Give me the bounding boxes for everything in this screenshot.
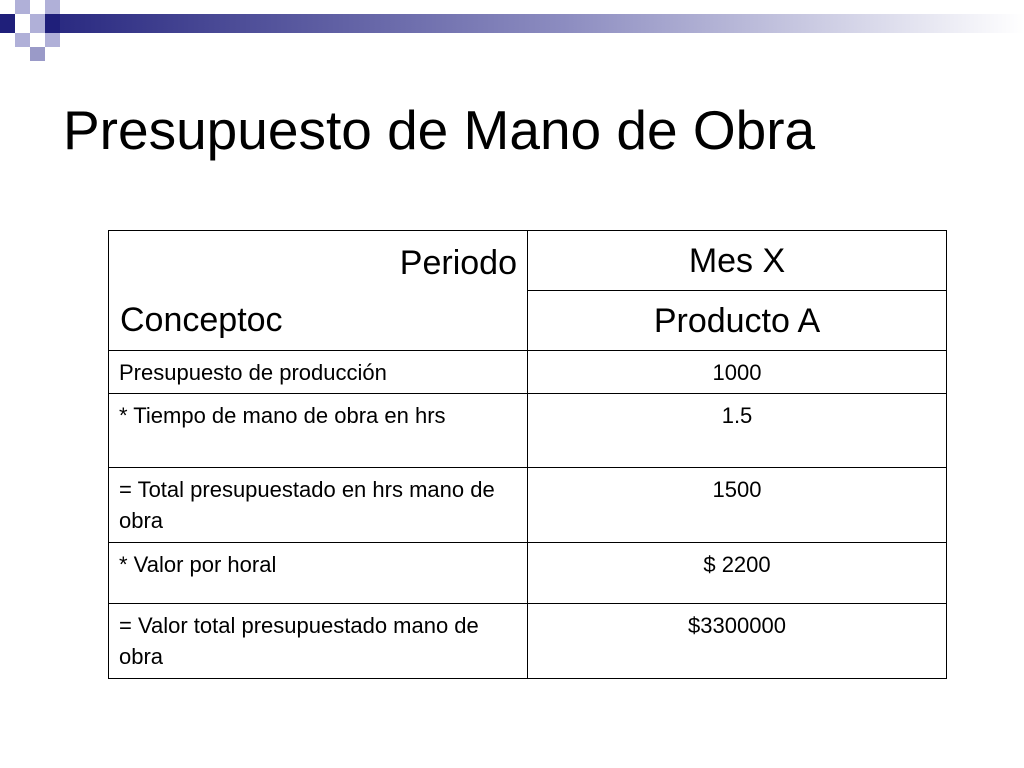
period-label: Periodo — [399, 244, 517, 282]
row-concept: = Total presupuestado en hrs mano de obra — [109, 468, 528, 543]
row-concept: = Valor total presupuestado mano de obra — [109, 604, 528, 679]
header-decoration-graphic — [0, 0, 1024, 64]
row-value: $3300000 — [528, 604, 947, 679]
table-row — [109, 543, 947, 604]
table-row — [109, 394, 947, 468]
row-value: $ 2200 — [528, 543, 947, 604]
table-header-row — [109, 231, 947, 291]
row-concept: * Tiempo de mano de obra en hrs — [109, 394, 528, 468]
row-value: 1.5 — [528, 394, 947, 468]
concept-label: Conceptoc — [120, 301, 283, 339]
table-row — [109, 604, 947, 679]
product-header: Producto A — [528, 291, 947, 351]
row-concept: Presupuesto de producción — [109, 351, 528, 394]
slide-title: Presupuesto de Mano de Obra — [63, 99, 816, 161]
header-corner-cell — [109, 231, 528, 351]
row-value: 1500 — [528, 468, 947, 543]
table-row — [109, 351, 947, 394]
month-header: Mes X — [528, 231, 947, 291]
row-value: 1000 — [528, 351, 947, 394]
table-row — [109, 468, 947, 543]
header-decoration — [0, 0, 1024, 64]
row-concept: * Valor por horal — [109, 543, 528, 604]
labor-budget-table — [108, 230, 947, 679]
